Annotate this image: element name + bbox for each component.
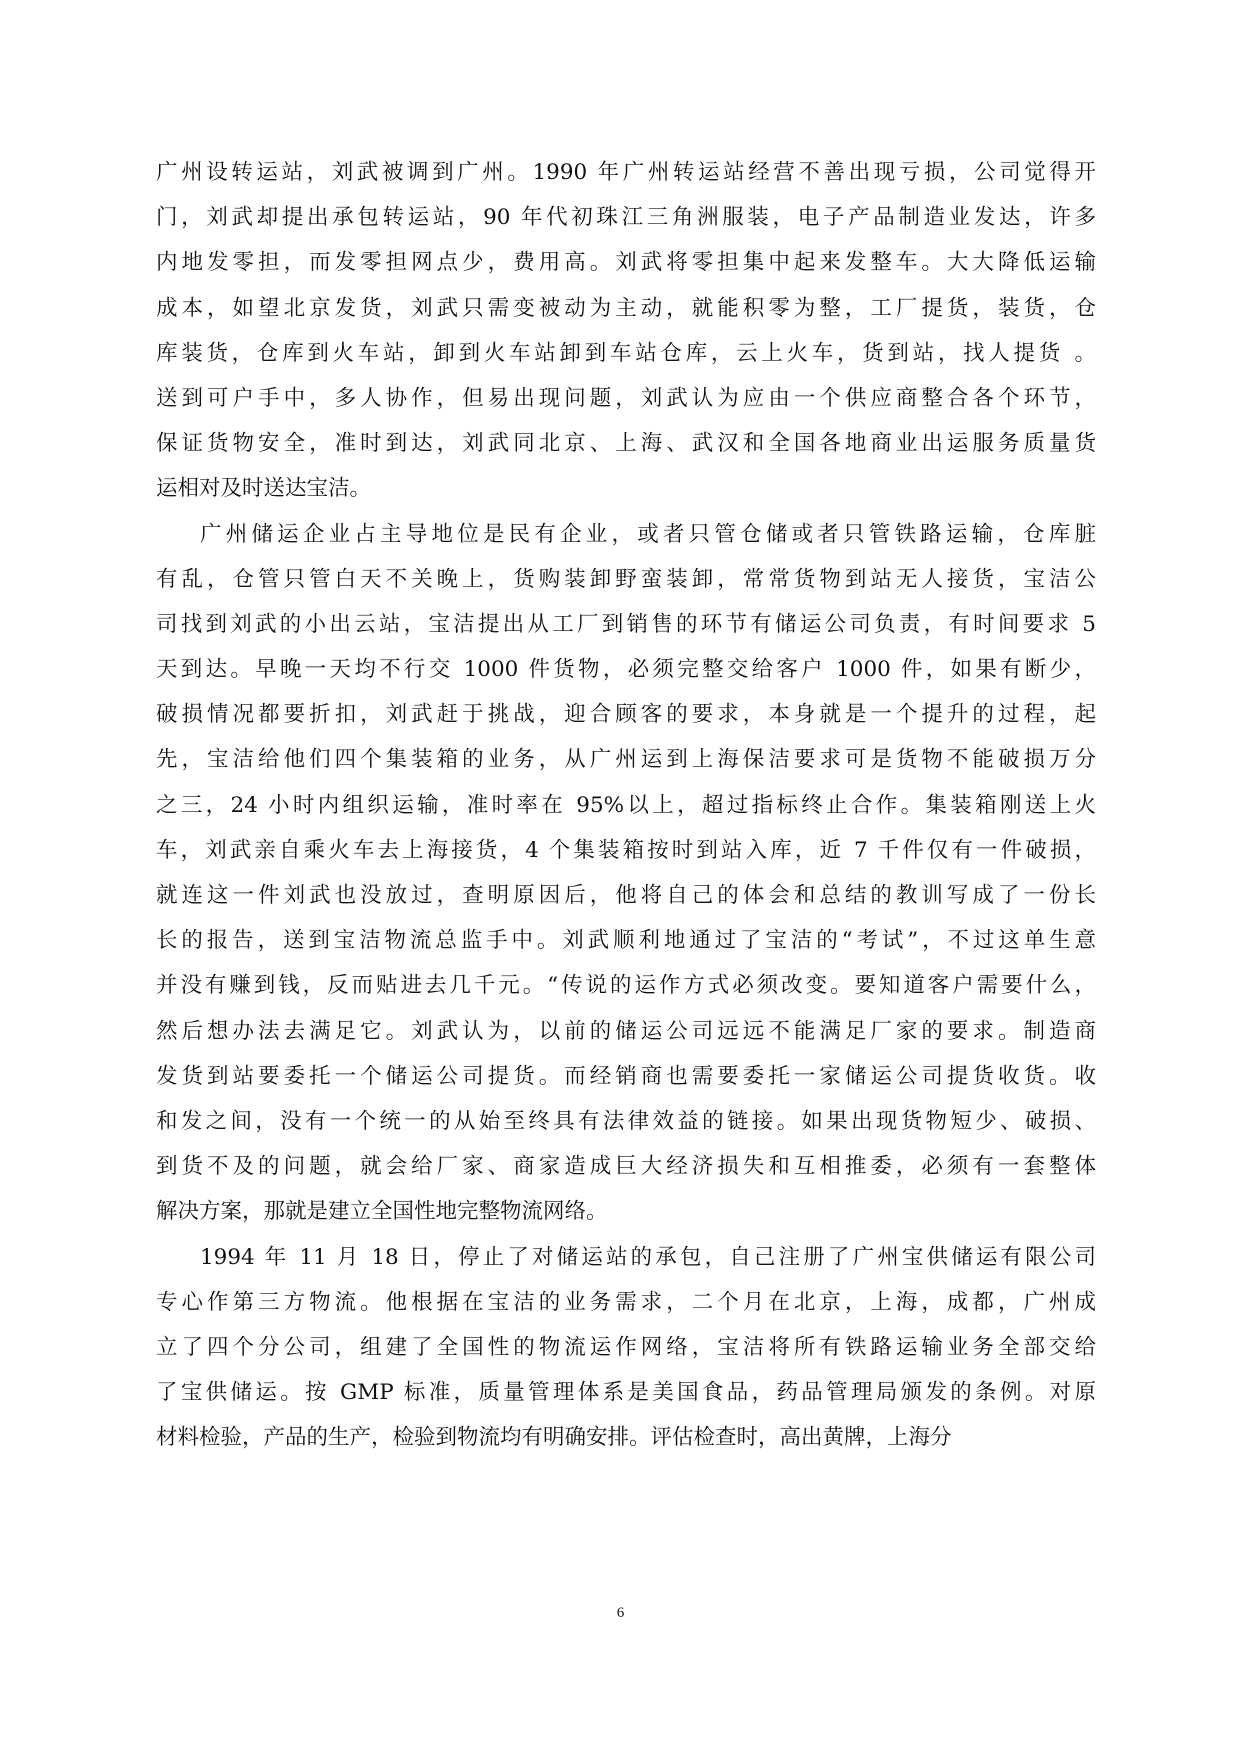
paragraph [156,512,1096,1235]
text-line: 天到达。早晚一天均不行交 1000 件货物，必须完整交给客户 1000 件，如果有断少， [156,657,1096,683]
text-line: 内地发零担，而发零担网点少，费用高。刘武将零担集中起来发整车。大大降低运输 [156,250,1096,276]
text-line: 1994 年 11 月 18 日，停止了对储运站的承包，自己注册了广州宝供储运有限公司 [200,1244,1096,1270]
text-line: 门，刘武却提出承包转运站，90 年代初珠江三角洲服装，电子产品制造业发达，许多 [156,205,1096,231]
text-line: 广州储运企业占主导地位是民有企业，或者只管仓储或者只管铁路运输，仓库脏 [200,521,1096,547]
text-line: 解决方案，那就是建立全国性地完整物流网络。 [156,1199,608,1225]
text-line: 专心作第三方物流。他根据在宝洁的业务需求，二个月在北京，上海，成都，广州成 [156,1289,1096,1315]
text-line: 成本，如望北京发货，刘武只需变被动为主动，就能积零为整，工厂提货，装货，仓 [156,295,1096,321]
text-line: 运相对及时送达宝洁。 [156,476,372,502]
text-line: 并没有赚到钱，反而贴进去几千元。“传说的运作方式必须改变。要知道客户需要什么， [156,973,1096,999]
text-line: 之三，24 小时内组织运输，准时率在 95%以上，超过指标终止合作。集装箱刚送上火 [156,792,1096,818]
text-line: 就连这一件刘武也没放过，查明原因后，他将自己的体会和总结的教训写成了一份长 [156,883,1096,908]
text-line: 有乱，仓管只管白天不关晚上，货购装卸野蛮装卸，常常货物到站无人接货，宝洁公 [156,566,1096,592]
body-text [156,150,1096,1460]
text-line: 破损情况都要折扣，刘武赶于挑战，迎合顾客的要求，本身就是一个提升的过程，起 [156,702,1096,728]
text-line: 了宝供储运。按 GMP 标准，质量管理体系是美国食品，药品管理局颁发的条例。对原 [156,1380,1096,1406]
text-line: 和发之间，没有一个统一的从始至终具有法律效益的链接。如果出现货物短少、破损、 [156,1108,1096,1134]
text-line: 送到可户手中，多人协作，但易出现问题，刘武认为应由一个供应商整合各个环节， [156,385,1096,411]
text-line: 广州设转运站，刘武被调到广州。1990 年广州转运站经营不善出现亏损，公司觉得开 [156,160,1096,185]
text-line: 然后想办法去满足它。刘武认为，以前的储运公司远远不能满足厂家的要求。制造商 [156,1018,1096,1044]
page-number: 6 [616,1605,625,1621]
text-line: 材料检验，产品的生产，检验到物流均有明确安排。评估检查时，高出黄牌，上海分 [156,1425,952,1451]
text-line: 发货到站要委托一个储运公司提货。而经销商也需要委托一家储运公司提货收货。收 [156,1063,1096,1089]
paragraph [156,1235,1096,1461]
text-line: 司找到刘武的小出云站，宝洁提出从工厂到销售的环节有储运公司负责，有时间要求 5 [156,611,1096,637]
text-line: 先，宝洁给他们四个集装箱的业务，从广州运到上海保洁要求可是货物不能破损万分 [156,747,1096,773]
text-line: 库装货，仓库到火车站，卸到火车站卸到车站仓库，云上火车，货到站，找人提货 。 [156,340,1096,366]
paragraph [156,150,1096,512]
text-line: 长的报告，送到宝洁物流总监手中。刘武顺利地通过了宝洁的“考试”，不过这单生意 [156,928,1096,954]
text-line: 到货不及的问题，就会给厂家、商家造成巨大经济损失和互相推委，必须有一套整体 [156,1154,1096,1180]
text-line: 保证货物安全，准时到达，刘武同北京、上海、武汉和全国各地商业出运服务质量货 [156,431,1096,457]
text-line: 立了四个分公司，组建了全国性的物流运作网络，宝洁将所有铁路运输业务全部交给 [156,1334,1096,1360]
text-line: 车，刘武亲自乘火车去上海接货，4 个集装箱按时到站入库，近 7 千件仅有一件破损， [156,837,1096,863]
